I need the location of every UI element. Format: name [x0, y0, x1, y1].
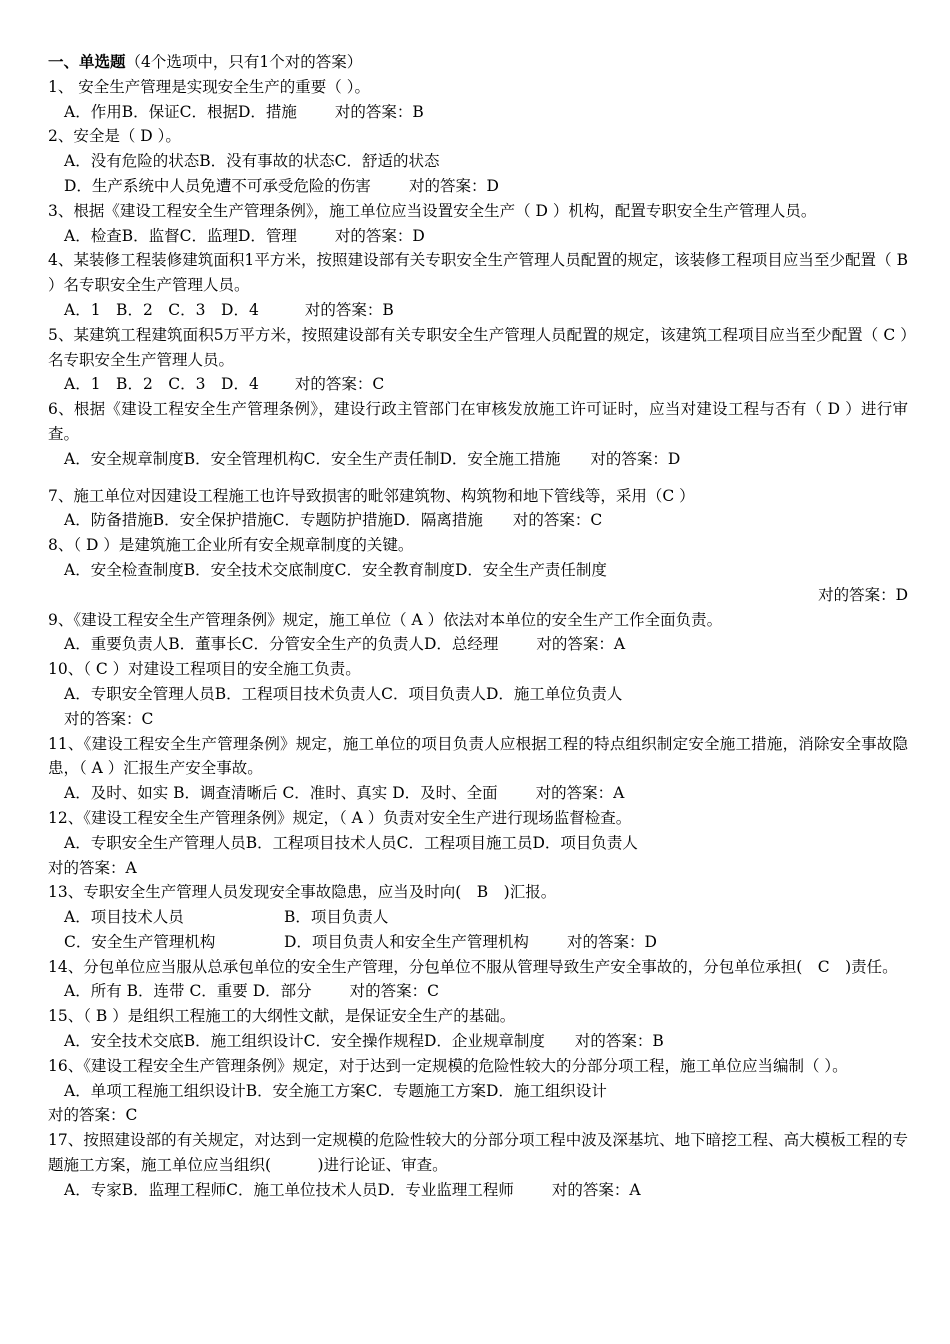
- question-8: 8、（ D ）是建筑施工企业所有安全规章制度的关键。: [48, 536, 414, 555]
- answer-9: 对的答案：A: [536, 635, 626, 654]
- question-13: 13、专职安全生产管理人员发现安全事故隐患，应当及时向( B )汇报。: [48, 883, 557, 902]
- answer-14: 对的答案：C: [349, 982, 440, 1001]
- options-15: A．安全技术交底B．施工组织设计C．安全操作规程D．企业规章制度 对的答案：B: [64, 1032, 664, 1051]
- options-3: A．检查B．监督C．监理D．管理 对的答案：D: [64, 226, 425, 245]
- answer-17: 对的答案：A: [551, 1180, 641, 1199]
- answer-1: 对的答案：B: [334, 102, 424, 121]
- question-17: 17、按照建设部的有关规定，对达到一定规模的危险性较大的分部分项工程中波及深基坑、地下暗挖工程、高大模板工程的专题施工方案，施工单位应当组织( )进行论证、审查。: [48, 1131, 908, 1175]
- question-9: 9、《建设工程安全生产管理条例》规定，施工单位（ A ）依法对本单位的安全生产工作全面负责。: [48, 610, 723, 629]
- options-9: A．重要负责人B．董事长C．分管安全生产的负责人D．总经理 对的答案：A: [64, 635, 626, 654]
- answer-6: 对的答案：D: [590, 449, 681, 468]
- question-2: 2、安全是（ D ）。: [48, 127, 181, 146]
- question-11: 11、《建设工程安全生产管理条例》规定，施工单位的项目负责人应根据工程的特点组织制定安全施工措施，消除安全事故隐患，（ A ）汇报生产安全事故。: [48, 734, 908, 778]
- question-1: 1、 安全生产管理是实现安全生产的重要（ ）。: [48, 77, 370, 96]
- options-10: A．专职安全管理人员B．工程项目技术负责人C．项目负责人D．施工单位负责人: [64, 684, 623, 703]
- question-6: 6、根据《建设工程安全生产管理条例》，建设行政主管部门在审核发放施工许可证时，应当对建设工程与否有（ D ）进行审查。: [48, 400, 908, 443]
- question-5: 5、某建筑工程建筑面积5万平方米，按照建设部有关专职安全生产管理人员配置的规定，该建筑工程项目应当至少配置（ C ）名专职安全生产管理人员。: [48, 325, 908, 369]
- answer-12: 对的答案：A: [48, 858, 137, 877]
- options-14: A．所有 B．连带 C．重要 D．部分 对的答案：C: [64, 982, 440, 1001]
- options-13a: A．项目技术人员 B．项目负责人: [64, 908, 389, 927]
- options-17: A．专家B．监理工程师C．施工单位技术人员D．专业监理工程师 对的答案：A: [64, 1180, 641, 1199]
- options-7: A．防备措施B．安全保护措施C．专题防护措施D．隔离措施 对的答案：C: [64, 511, 603, 530]
- answer-4: 对的答案：B: [304, 300, 394, 319]
- options-11: A．及时、如实 B．调查清晰后 C．准时、真实 D．及时、全面 对的答案：A: [64, 784, 625, 803]
- options-8: A．安全检查制度B．安全技术交底制度C．安全教育制度D．安全生产责任制度: [64, 560, 607, 579]
- question-7: 7、施工单位对因建设工程施工也许导致损害的毗邻建筑物、构筑物和地下管线等，采用（C ）: [48, 486, 695, 505]
- answer-7: 对的答案：C: [512, 511, 603, 530]
- answer-3: 对的答案：D: [334, 226, 425, 245]
- answer-13: 对的答案：D: [566, 932, 657, 951]
- section-title: 一、单选题: [48, 52, 126, 71]
- answer-5: 对的答案：C: [294, 375, 385, 394]
- answer-15: 对的答案：B: [574, 1032, 664, 1051]
- question-15: 15、（ B ）是组织工程施工的大纲性文献，是保证安全生产的基础。: [48, 1007, 516, 1026]
- answer-11: 对的答案：A: [535, 784, 625, 803]
- answer-8: 对的答案：D: [818, 585, 908, 604]
- answer-10: 对的答案：C: [64, 709, 154, 728]
- options-1: A．作用B．保证C．根据D．措施 对的答案：B: [64, 102, 424, 121]
- options-5: A．1 B．2 C．3 D．4 对的答案：C: [64, 375, 385, 394]
- question-16: 16、《建设工程安全生产管理条例》规定，对于达到一定规模的危险性较大的分部分项工程，施工单位应当编制（ ）。: [48, 1056, 848, 1075]
- question-14: 14、分包单位应当服从总承包单位的安全生产管理，分包单位不服从管理导致生产安全事故的，分包单位承担( C )责任。: [48, 957, 898, 976]
- answer-16: 对的答案：C: [48, 1106, 138, 1125]
- question-3: 3、根据《建设工程安全生产管理条例》，施工单位应当设置安全生产（ D ）机构，配置专职安全生产管理人员。: [48, 201, 817, 220]
- question-12: 12、《建设工程安全生产管理条例》规定，（ A ）负责对安全生产进行现场监督检查。: [48, 808, 632, 827]
- options-2b: D．生产系统中人员免遭不可承受危险的伤害 对的答案：D: [64, 176, 499, 195]
- options-16: A．单项工程施工组织设计B．安全施工方案C．专题施工方案D．施工组织设计: [64, 1081, 607, 1100]
- options-12: A．专职安全生产管理人员B．工程项目技术人员C．工程项目施工员D．项目负责人: [64, 833, 638, 852]
- options-13b: C．安全生产管理机构 D．项目负责人和安全生产管理机构 对的答案：D: [64, 932, 657, 951]
- section-note: （4个选项中，只有1个对的答案）: [125, 53, 363, 71]
- options-2a: A．没有危险的状态B．没有事故的状态C．舒适的状态: [64, 152, 440, 171]
- section-heading: [48, 50, 908, 75]
- answer-2: 对的答案：D: [408, 176, 499, 195]
- blank-line: [48, 472, 908, 484]
- options-4: A．1 B．2 C．3 D．4 对的答案：B: [64, 300, 394, 319]
- question-10: 10、（ C ）对建设工程项目的安全施工负责。: [48, 660, 361, 679]
- document-page: [48, 50, 908, 1203]
- options-6: A．安全规章制度B．安全管理机构C．安全生产责任制D．安全施工措施 对的答案：D: [64, 449, 681, 468]
- question-4: 4、某装修工程装修建筑面积1平方米，按照建设部有关专职安全生产管理人员配置的规定，该装修工程项目应当至少配置（ B ）名专职安全生产管理人员。: [48, 251, 908, 295]
